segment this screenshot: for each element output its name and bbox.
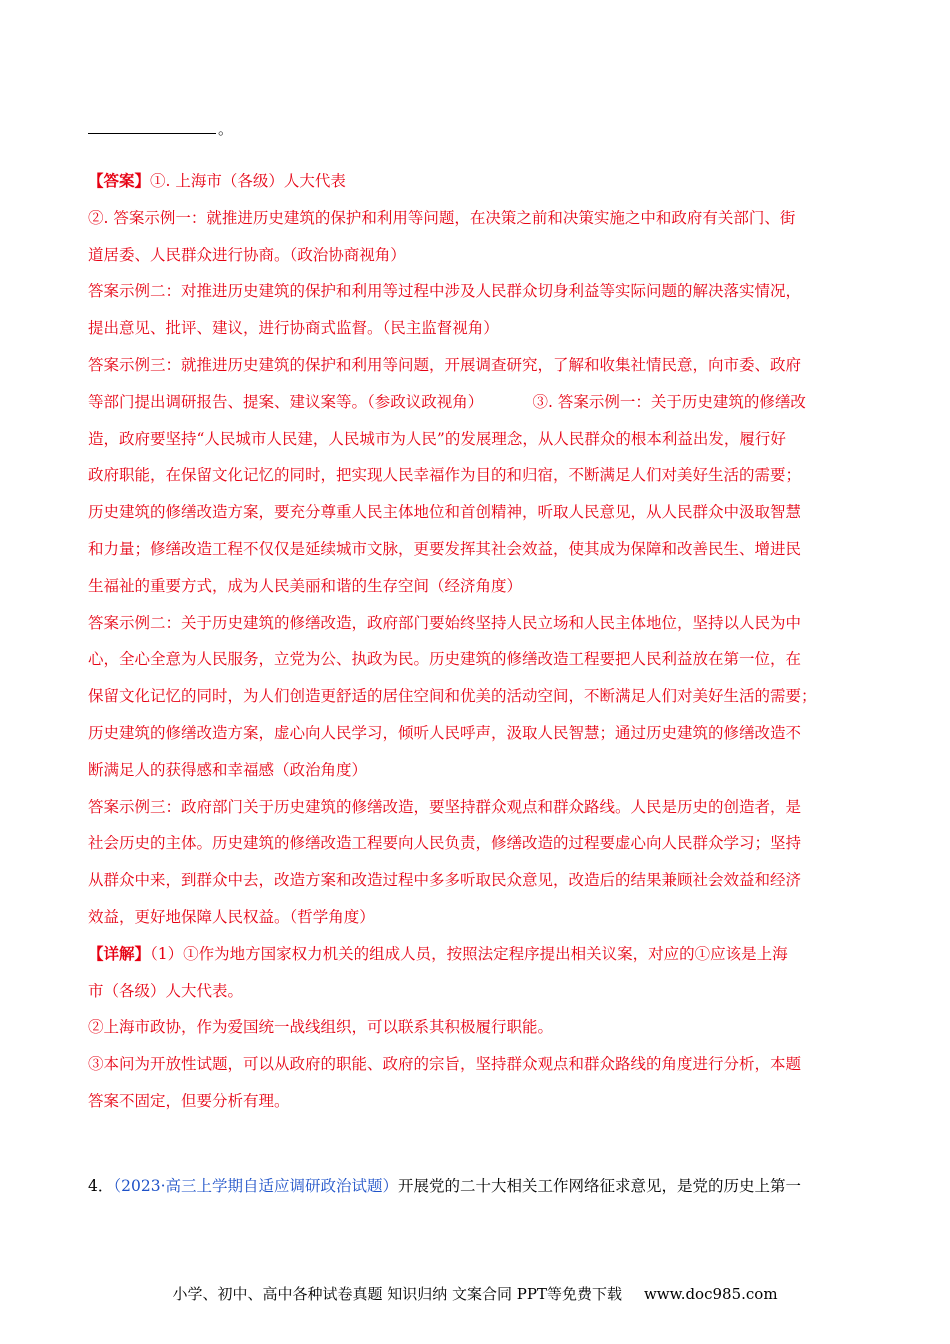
answer-line: 造，政府要坚持“人民城市人民建，人民城市为人民”的发展理念，从人民群众的根本利益出发，履行好 <box>88 429 786 448</box>
explain-line: ②上海市政协，作为爱国统一战线组织，可以联系其积极履行职能。 <box>88 1018 554 1037</box>
answer-line: 答案示例三：就推进历史建筑的保护和利用等问题，开展调查研究，了解和收集社情民意，向市委、政府 <box>88 355 802 374</box>
answer-line: ①. 上海市（各级）人大代表 <box>150 172 346 190</box>
question-text: 开展党的二十大相关工作网络征求意见，是党的历史上第一 <box>398 1177 802 1195</box>
explain-line: 答案不固定，但要分析有理。 <box>88 1091 290 1110</box>
explain-tag: 【详解】 <box>88 943 151 963</box>
answer-line: 答案示例二：对推进历史建筑的保护和利用等过程中涉及人民群众切身利益等实际问题的解决落实情况， <box>88 282 802 301</box>
page-footer <box>0 1283 950 1304</box>
question-4 <box>88 1174 888 1198</box>
answer-line: 保留文化记忆的同时，为人们创造更舒适的居住空间和优美的活动空间，不断满足人们对美好生活的需要； <box>88 687 817 706</box>
answer-line: 和力量；修缮改造工程不仅仅是延续城市文脉，更要发挥其社会效益，使其成为保障和改善民生、增进民 <box>88 539 802 558</box>
answer-first-line <box>88 163 868 200</box>
explain-line: 市（各级）人大代表。 <box>88 981 244 1000</box>
answer-line: 生福祉的重要方式，成为人民美丽和谐的生存空间（经济角度） <box>88 576 523 595</box>
answer-blank-line <box>88 133 216 134</box>
answer-line: ②. 答案示例一：就推进历史建筑的保护和利用等问题，在决策之前和决策实施之中和政府有关部门、街 <box>88 208 796 227</box>
answer-line: 历史建筑的修缮改造方案，要充分尊重人民主体地位和首创精神，听取人民意见，从人民群众中汲取智慧 <box>88 503 802 522</box>
explain-line: ③本问为开放性试题，可以从政府的职能、政府的宗旨，坚持群众观点和群众路线的角度进行分析，本题 <box>88 1055 802 1074</box>
answer-line: 历史建筑的修缮改造方案，虚心向人民学习，倾听人民呼声，汲取人民智慧；通过历史建筑的修缮改造不 <box>88 723 802 742</box>
answer-line: 断满足人的获得感和幸福感（政治角度） <box>88 760 368 779</box>
answer-line: 心，全心全意为人民服务，立党为公、执政为民。历史建筑的修缮改造工程要把人民利益放在第一位，在 <box>88 650 802 669</box>
explain-line: （1）①作为地方国家权力机关的组成人员，按照法定程序提出相关议案，对应的①应该是上海 <box>150 944 788 963</box>
answer-line: 社会历史的主体。历史建筑的修缮改造工程要向人民负责，修缮改造的过程要虚心向人民群众学习；坚持 <box>88 834 802 853</box>
answer-line: 答案示例二：关于历史建筑的修缮改造，政府部门要始终坚持人民立场和人民主体地位，坚持以人民为中 <box>88 613 802 632</box>
answer-line: 提出意见、批评、建议，进行协商式监督。（民主监督视角） <box>88 319 499 338</box>
explain-first-line <box>88 936 868 973</box>
answer-section <box>88 163 868 1120</box>
footer-text: 小学、初中、高中各种试卷真题 知识归纳 文案合同 PPT等免费下载 <box>172 1285 622 1303</box>
answer-line: 道居委、人民群众进行协商。（政治协商视角） <box>88 245 406 264</box>
answer-line: 政府职能，在保留文化记忆的同时，把实现人民幸福作为目的和归宿，不断满足人们对美好生活的需要； <box>88 466 802 485</box>
blank-period: 。 <box>218 120 234 138</box>
answer-line: 从群众中来，到群众中去，改造方案和改造过程中多多听取民众意见，改造后的结果兼顾社会效益和经济 <box>88 871 802 890</box>
answer-line: 等部门提出调研报告、提案、建议案等。（参政议政视角） ③. 答案示例一：关于历史建筑的修缮改 <box>88 392 806 411</box>
footer-site: www.doc985.com <box>643 1285 778 1303</box>
answer-tag: 【答案】 <box>88 171 151 190</box>
question-number: 4． <box>88 1177 114 1195</box>
answer-line: 答案示例三：政府部门关于历史建筑的修缮改造，要坚持群众观点和群众路线。人民是历史的创造者，是 <box>88 797 802 816</box>
answer-line: 效益，更好地保障人民权益。（哲学角度） <box>88 907 375 926</box>
question-source: （2023·高三上学期自适应调研政治试题） <box>113 1177 398 1195</box>
